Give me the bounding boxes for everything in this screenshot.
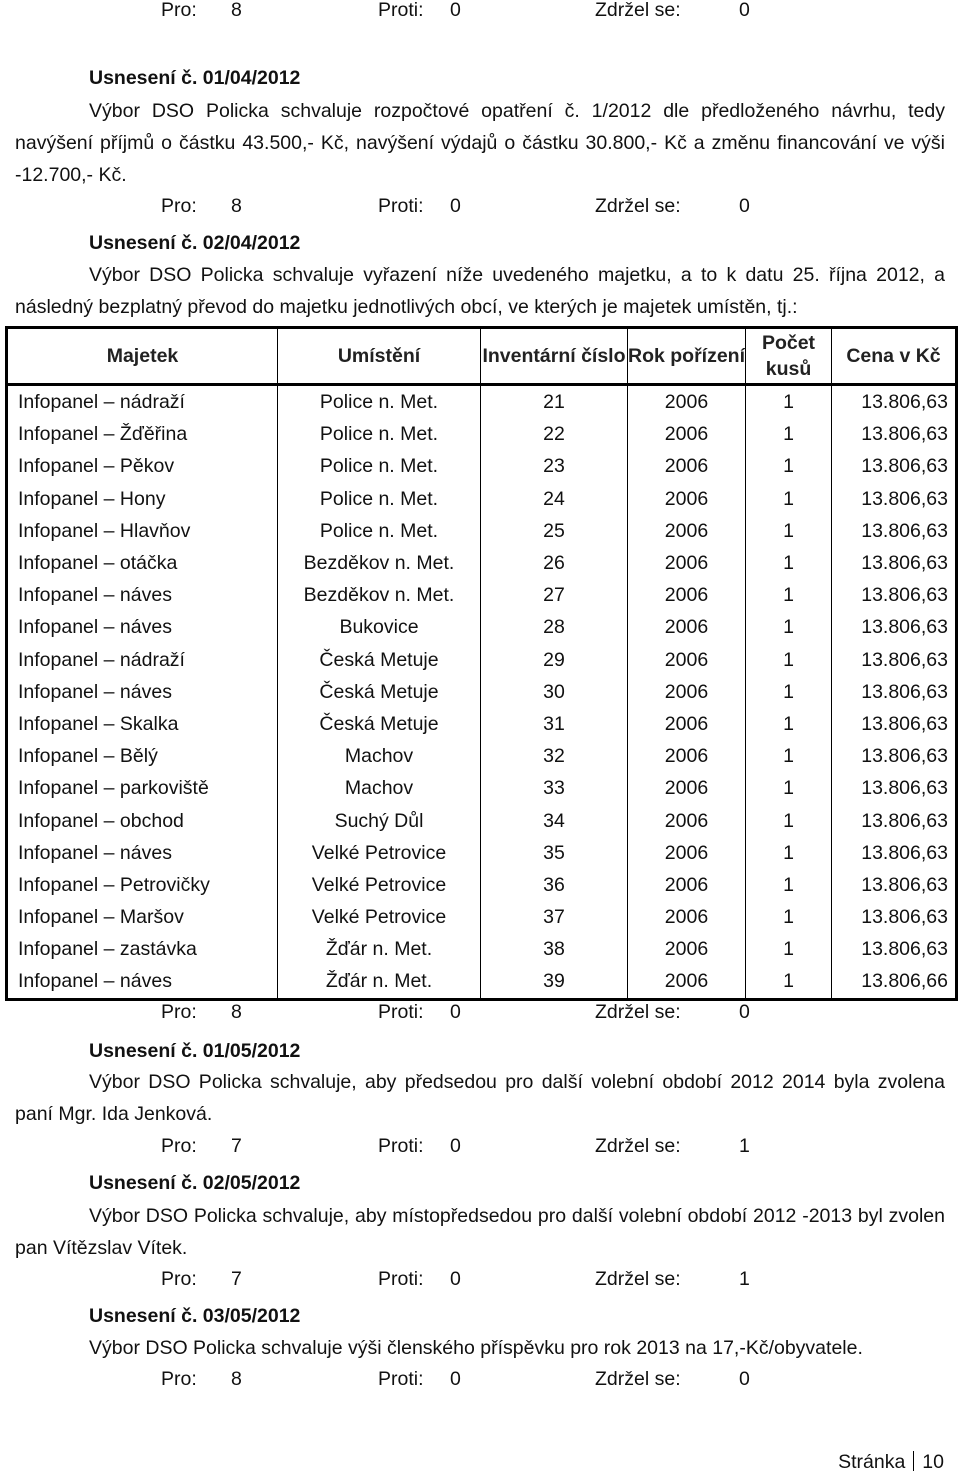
column-header: Počet kusů <box>746 328 832 385</box>
pro-count: 8 <box>231 1368 242 1390</box>
location-cell: Suchý Důl <box>278 804 481 836</box>
quantity-cell: 1 <box>746 579 832 611</box>
resolution-heading: Usnesení č. 03/05/2012 <box>89 1305 301 1327</box>
year-cell: 2006 <box>628 933 746 965</box>
pro-count: 8 <box>231 0 242 21</box>
proti-label: Proti: <box>378 1001 424 1023</box>
asset-name-cell: Infopanel – náves <box>7 676 278 708</box>
footer-separator <box>913 1451 914 1471</box>
vote-line <box>0 193 960 219</box>
asset-name-cell: Infopanel – parkoviště <box>7 772 278 804</box>
year-cell: 2006 <box>628 515 746 547</box>
proti-count: 0 <box>450 195 461 217</box>
price-cell: 13.806,63 <box>861 584 948 607</box>
asset-name-cell: Infopanel – Skalka <box>7 708 278 740</box>
inventory-number-cell: 33 <box>481 772 628 804</box>
pro-count: 7 <box>231 1135 242 1157</box>
price-cell: 13.806,63 <box>861 487 948 510</box>
price-cell: 13.806,63 <box>861 648 948 671</box>
resolution-heading: Usnesení č. 02/04/2012 <box>89 232 301 254</box>
year-cell: 2006 <box>628 772 746 804</box>
inventory-number-cell: 28 <box>481 611 628 643</box>
quantity-cell: 1 <box>746 901 832 933</box>
inventory-number-cell: 35 <box>481 837 628 869</box>
inventory-number-cell: 24 <box>481 483 628 515</box>
pro-label: Pro: <box>161 1135 197 1157</box>
table-row <box>7 385 957 419</box>
table-row <box>7 515 957 547</box>
table-row <box>7 483 957 515</box>
inventory-number-cell: 32 <box>481 740 628 772</box>
quantity-cell: 1 <box>746 708 832 740</box>
inventory-number-cell: 23 <box>481 450 628 482</box>
price-cell: 13.806,63 <box>861 873 948 896</box>
column-header: Inventární číslo <box>481 328 628 385</box>
inventory-number-cell: 21 <box>481 385 628 419</box>
price-cell: 13.806,63 <box>861 552 948 575</box>
year-cell: 2006 <box>628 804 746 836</box>
proti-label: Proti: <box>378 1368 424 1390</box>
location-cell: Police n. Met. <box>278 483 481 515</box>
zdrzel-label: Zdržel se: <box>595 195 681 217</box>
year-cell: 2006 <box>628 708 746 740</box>
price-cell: 13.806,66 <box>861 970 948 993</box>
table-row <box>7 450 957 482</box>
asset-name-cell: Infopanel – náves <box>7 611 278 643</box>
location-cell: Žďár n. Met. <box>278 965 481 999</box>
year-cell: 2006 <box>628 740 746 772</box>
inventory-number-cell: 27 <box>481 579 628 611</box>
zdrzel-label: Zdržel se: <box>595 1368 681 1390</box>
asset-name-cell: Infopanel – náves <box>7 579 278 611</box>
price-cell: 13.806,63 <box>861 712 948 735</box>
price-cell: 13.806,63 <box>861 391 948 414</box>
zdrzel-label: Zdržel se: <box>595 1001 681 1023</box>
location-cell: Velké Petrovice <box>278 837 481 869</box>
resolution-text: Výbor DSO Policka schvaluje vyřazení níže uvedeného majetku, a to k datu 25. října 2012, a následný bezplatný převod do majetku jednotlivých obcí, ve kterých je majetek umístěn, tj.: <box>15 264 945 318</box>
column-header: Rok pořízení <box>628 328 746 385</box>
proti-count: 0 <box>450 1268 461 1290</box>
year-cell: 2006 <box>628 547 746 579</box>
asset-name-cell: Infopanel – náves <box>7 965 278 999</box>
pro-count: 8 <box>231 1001 242 1023</box>
location-cell: Machov <box>278 740 481 772</box>
table-row <box>7 611 957 643</box>
asset-name-cell: Infopanel – náves <box>7 837 278 869</box>
location-cell: Machov <box>278 772 481 804</box>
zdrzel-count: 0 <box>739 0 750 21</box>
pro-label: Pro: <box>161 0 197 21</box>
table-row <box>7 933 957 965</box>
asset-name-cell: Infopanel – zastávka <box>7 933 278 965</box>
price-cell: 13.806,63 <box>861 455 948 478</box>
location-cell: Police n. Met. <box>278 515 481 547</box>
year-cell: 2006 <box>628 837 746 869</box>
location-cell: Police n. Met. <box>278 450 481 482</box>
location-cell: Velké Petrovice <box>278 869 481 901</box>
year-cell: 2006 <box>628 418 746 450</box>
quantity-cell: 1 <box>746 676 832 708</box>
location-cell: Česká Metuje <box>278 708 481 740</box>
pro-label: Pro: <box>161 1368 197 1390</box>
resolution-heading: Usnesení č. 01/04/2012 <box>89 67 301 89</box>
proti-count: 0 <box>450 0 461 21</box>
resolution-heading: Usnesení č. 01/05/2012 <box>89 1040 301 1062</box>
price-cell: 13.806,63 <box>861 906 948 929</box>
year-cell: 2006 <box>628 965 746 999</box>
price-cell: 13.806,63 <box>861 423 948 446</box>
inventory-number-cell: 30 <box>481 676 628 708</box>
asset-name-cell: Infopanel – Petrovičky <box>7 869 278 901</box>
location-cell: Police n. Met. <box>278 385 481 419</box>
proti-count: 0 <box>450 1135 461 1157</box>
price-cell: 13.806,63 <box>861 519 948 542</box>
year-cell: 2006 <box>628 483 746 515</box>
proti-label: Proti: <box>378 0 424 21</box>
zdrzel-label: Zdržel se: <box>595 0 681 21</box>
asset-name-cell: Infopanel – Bělý <box>7 740 278 772</box>
zdrzel-count: 1 <box>739 1268 750 1290</box>
inventory-number-cell: 36 <box>481 869 628 901</box>
vote-line <box>0 1133 960 1159</box>
table-row <box>7 418 957 450</box>
resolution-text: Výbor DSO Policka schvaluje, aby místopředsedou pro další volební období 2012 -2013 byl zvolen pan Vítězslav Vítek. <box>15 1205 945 1259</box>
year-cell: 2006 <box>628 644 746 676</box>
asset-name-cell: Infopanel – nádraží <box>7 644 278 676</box>
table-row <box>7 804 957 836</box>
page-label: Stránka <box>838 1451 906 1473</box>
zdrzel-count: 0 <box>739 1368 750 1390</box>
asset-name-cell: Infopanel – otáčka <box>7 547 278 579</box>
asset-table <box>5 326 958 1001</box>
asset-name-cell: Infopanel – Žďěřina <box>7 418 278 450</box>
zdrzel-label: Zdržel se: <box>595 1135 681 1157</box>
inventory-number-cell: 26 <box>481 547 628 579</box>
quantity-cell: 1 <box>746 450 832 482</box>
quantity-cell: 1 <box>746 804 832 836</box>
inventory-number-cell: 38 <box>481 933 628 965</box>
vote-line <box>0 1266 960 1292</box>
quantity-cell: 1 <box>746 965 832 999</box>
asset-name-cell: Infopanel – Pěkov <box>7 450 278 482</box>
quantity-cell: 1 <box>746 483 832 515</box>
vote-line <box>0 0 960 23</box>
table-row <box>7 901 957 933</box>
inventory-number-cell: 29 <box>481 644 628 676</box>
page-number: 10 <box>922 1451 944 1473</box>
location-cell: Bukovice <box>278 611 481 643</box>
page-footer <box>838 1449 944 1475</box>
vote-line <box>0 1366 960 1392</box>
zdrzel-count: 0 <box>739 1001 750 1023</box>
year-cell: 2006 <box>628 611 746 643</box>
zdrzel-count: 1 <box>739 1135 750 1157</box>
quantity-cell: 1 <box>746 611 832 643</box>
quantity-cell: 1 <box>746 644 832 676</box>
inventory-number-cell: 31 <box>481 708 628 740</box>
quantity-cell: 1 <box>746 547 832 579</box>
quantity-cell: 1 <box>746 418 832 450</box>
pro-label: Pro: <box>161 195 197 217</box>
column-header: Majetek <box>7 328 278 385</box>
resolution-text: Výbor DSO Policka schvaluje výši členského příspěvku pro rok 2013 na 17,-Kč/obyvatele. <box>89 1337 863 1359</box>
asset-name-cell: Infopanel – Hlavňov <box>7 515 278 547</box>
asset-name-cell: Infopanel – Maršov <box>7 901 278 933</box>
price-cell: 13.806,63 <box>861 680 948 703</box>
table-row <box>7 869 957 901</box>
pro-count: 7 <box>231 1268 242 1290</box>
proti-label: Proti: <box>378 195 424 217</box>
year-cell: 2006 <box>628 385 746 419</box>
proti-count: 0 <box>450 1368 461 1390</box>
inventory-number-cell: 37 <box>481 901 628 933</box>
table-row <box>7 644 957 676</box>
year-cell: 2006 <box>628 901 746 933</box>
column-header: Umístění <box>278 328 481 385</box>
table-row <box>7 676 957 708</box>
proti-label: Proti: <box>378 1268 424 1290</box>
inventory-number-cell: 34 <box>481 804 628 836</box>
quantity-cell: 1 <box>746 515 832 547</box>
vote-line <box>0 999 960 1025</box>
table-row <box>7 837 957 869</box>
year-cell: 2006 <box>628 676 746 708</box>
resolution-heading: Usnesení č. 02/05/2012 <box>89 1172 301 1194</box>
quantity-cell: 1 <box>746 837 832 869</box>
location-cell: Police n. Met. <box>278 418 481 450</box>
price-cell: 13.806,63 <box>861 616 948 639</box>
inventory-number-cell: 22 <box>481 418 628 450</box>
table-row <box>7 740 957 772</box>
price-cell: 13.806,63 <box>861 777 948 800</box>
table-header-row <box>7 328 957 385</box>
resolution-text: Výbor DSO Policka schvaluje rozpočtové opatření č. 1/2012 dle předloženého návrhu, tedy navýšení příjmů o částku 43.500,- Kč, navýšení výdajů o částku 30.800,- Kč a změnu financování ve výši -12.700,- Kč. <box>15 100 945 186</box>
pro-label: Pro: <box>161 1001 197 1023</box>
quantity-cell: 1 <box>746 740 832 772</box>
location-cell: Velké Petrovice <box>278 901 481 933</box>
location-cell: Bezděkov n. Met. <box>278 547 481 579</box>
price-cell: 13.806,63 <box>861 809 948 832</box>
table-row <box>7 547 957 579</box>
price-cell: 13.806,63 <box>861 938 948 961</box>
column-header: Cena v Kč <box>832 328 957 385</box>
table-row <box>7 708 957 740</box>
year-cell: 2006 <box>628 869 746 901</box>
asset-name-cell: Infopanel – Hony <box>7 483 278 515</box>
proti-label: Proti: <box>378 1135 424 1157</box>
quantity-cell: 1 <box>746 772 832 804</box>
pro-count: 8 <box>231 195 242 217</box>
asset-name-cell: Infopanel – nádraží <box>7 385 278 419</box>
location-cell: Bezděkov n. Met. <box>278 579 481 611</box>
inventory-number-cell: 39 <box>481 965 628 999</box>
quantity-cell: 1 <box>746 385 832 419</box>
price-cell: 13.806,63 <box>861 745 948 768</box>
inventory-number-cell: 25 <box>481 515 628 547</box>
year-cell: 2006 <box>628 579 746 611</box>
location-cell: Česká Metuje <box>278 644 481 676</box>
table-row <box>7 965 957 999</box>
resolution-text: Výbor DSO Policka schvaluje, aby předsedou pro další volební období 2012 2014 byla zvolena paní Mgr. Ida Jenková. <box>15 1071 945 1125</box>
proti-count: 0 <box>450 1001 461 1023</box>
location-cell: Žďár n. Met. <box>278 933 481 965</box>
asset-name-cell: Infopanel – obchod <box>7 804 278 836</box>
table-row <box>7 772 957 804</box>
quantity-cell: 1 <box>746 933 832 965</box>
price-cell: 13.806,63 <box>861 841 948 864</box>
location-cell: Česká Metuje <box>278 676 481 708</box>
zdrzel-label: Zdržel se: <box>595 1268 681 1290</box>
zdrzel-count: 0 <box>739 195 750 217</box>
year-cell: 2006 <box>628 450 746 482</box>
table-row <box>7 579 957 611</box>
pro-label: Pro: <box>161 1268 197 1290</box>
quantity-cell: 1 <box>746 869 832 901</box>
